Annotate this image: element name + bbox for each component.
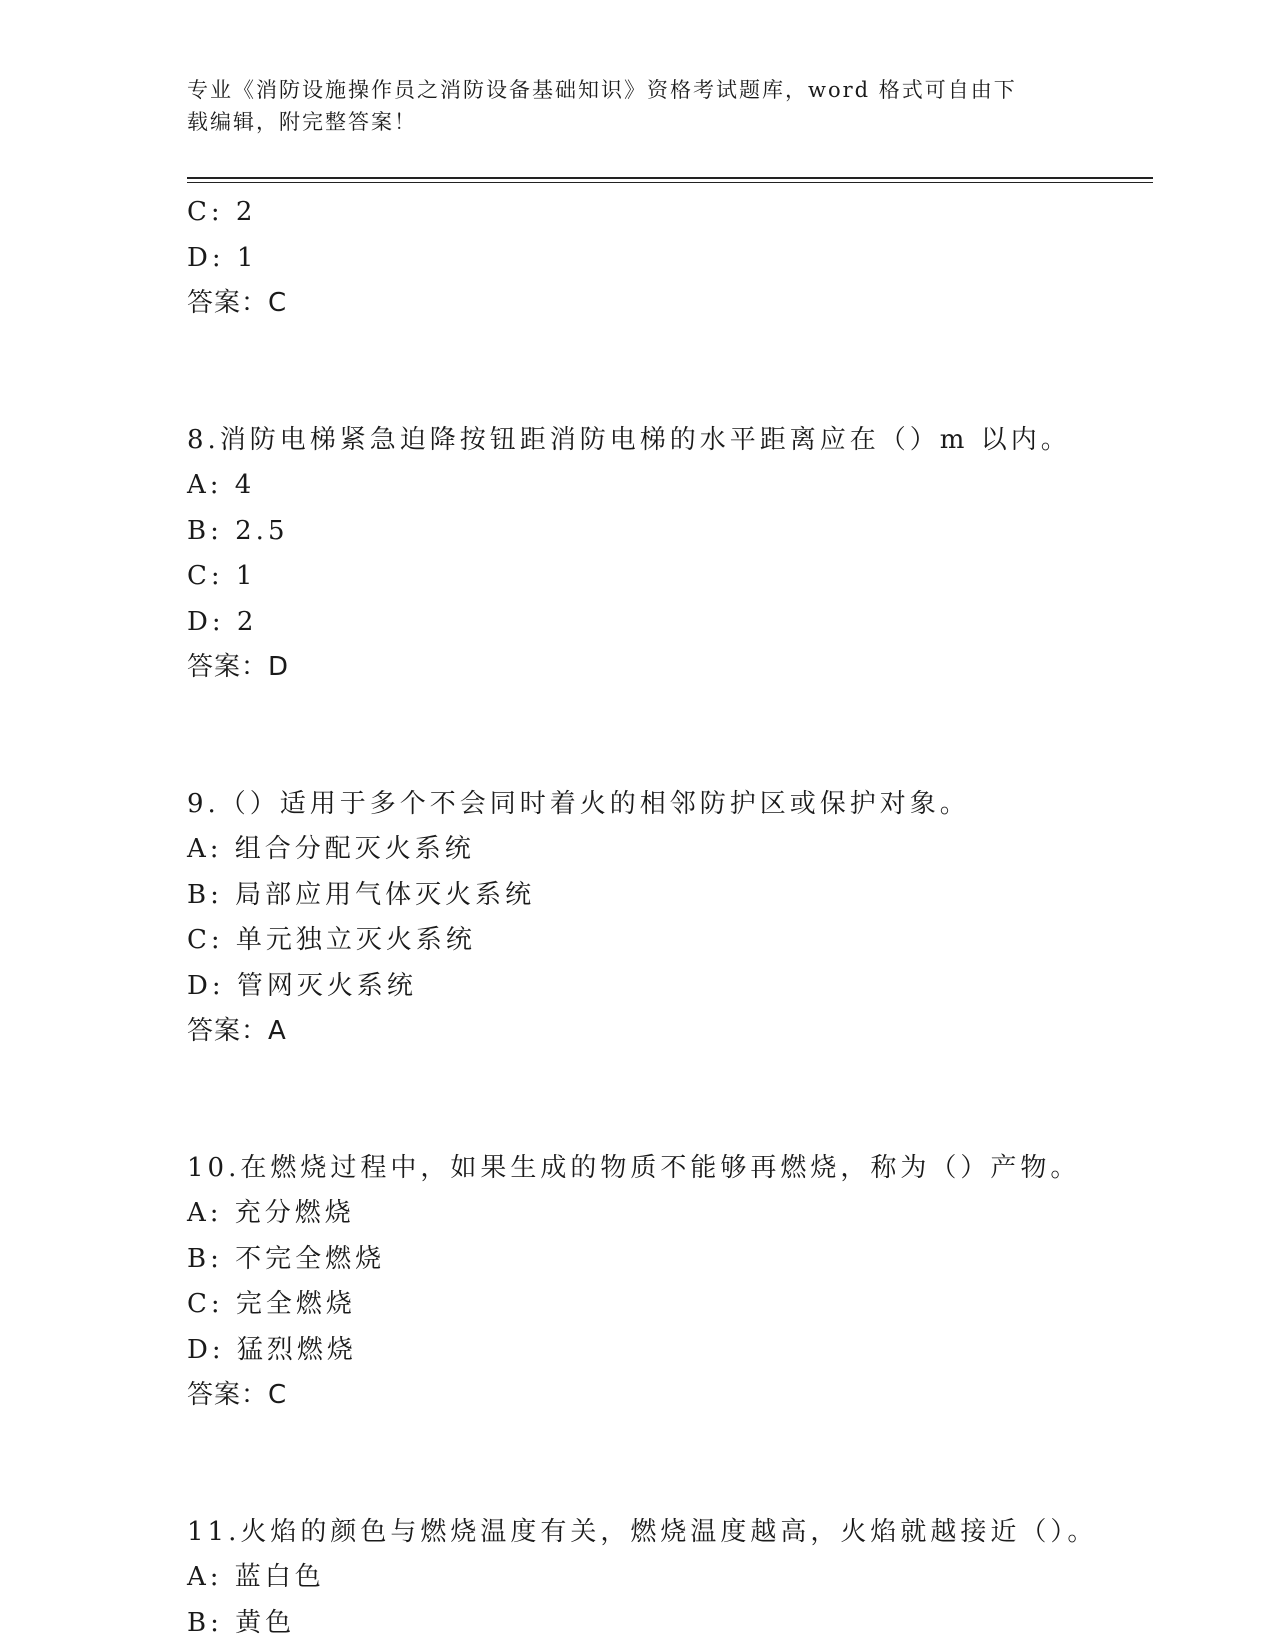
option-d: D: 管网灭火系统 — [187, 970, 417, 1001]
spacer — [187, 691, 1153, 782]
question-8 — [187, 418, 1153, 691]
question-stem: 9.（）适用于多个不会同时着火的相邻防护区或保护对象。 — [187, 788, 970, 819]
option-c: C: 2 — [187, 197, 257, 227]
option-a: A: 组合分配灭火系统 — [187, 834, 475, 864]
option-d: D: 猛烈燃烧 — [187, 1334, 357, 1365]
option-d: D: 1 — [187, 242, 258, 273]
answer-line: 答案：C — [187, 1380, 288, 1410]
option-b: B: 黄色 — [187, 1607, 296, 1638]
header-line-2: 载编辑，附完整答案！ — [187, 110, 417, 134]
answer-line: 答案：D — [187, 652, 290, 682]
document-header — [187, 74, 1067, 138]
question-10 — [187, 1146, 1153, 1419]
question-list — [187, 190, 1153, 1646]
option-a: A: 充分燃烧 — [187, 1198, 355, 1228]
question-stem: 11.火焰的颜色与燃烧温度有关，燃烧温度越高，火焰就越接近（）。 — [187, 1516, 1098, 1547]
question-11 — [187, 1510, 1153, 1647]
header-line-1: 专业《消防设施操作员之消防设备基础知识》资格考试题库，word 格式可自由下 — [187, 78, 1017, 102]
option-d: D: 2 — [187, 606, 258, 637]
spacer — [187, 1055, 1153, 1146]
question-stem: 10.在燃烧过程中，如果生成的物质不能够再燃烧，称为（）产物。 — [187, 1152, 1081, 1183]
option-a: A: 蓝白色 — [187, 1562, 325, 1592]
header-divider-thin — [187, 182, 1153, 183]
spacer — [187, 327, 1153, 418]
option-b: B: 2.5 — [187, 515, 289, 546]
option-a: A: 4 — [187, 470, 256, 500]
option-c: C: 完全燃烧 — [187, 1289, 356, 1319]
answer-line: 答案：C — [187, 288, 288, 318]
option-c: C: 1 — [187, 561, 257, 591]
answer-line: 答案：A — [187, 1016, 287, 1046]
question-stem: 8.消防电梯紧急迫降按钮距消防电梯的水平距离应在（）m 以内。 — [187, 424, 1071, 455]
header-divider-thick — [187, 177, 1153, 179]
option-b: B: 局部应用气体灭火系统 — [187, 879, 536, 910]
spacer — [187, 1419, 1153, 1510]
option-c: C: 单元独立灭火系统 — [187, 925, 476, 955]
option-b: B: 不完全燃烧 — [187, 1243, 386, 1274]
question-9 — [187, 782, 1153, 1055]
